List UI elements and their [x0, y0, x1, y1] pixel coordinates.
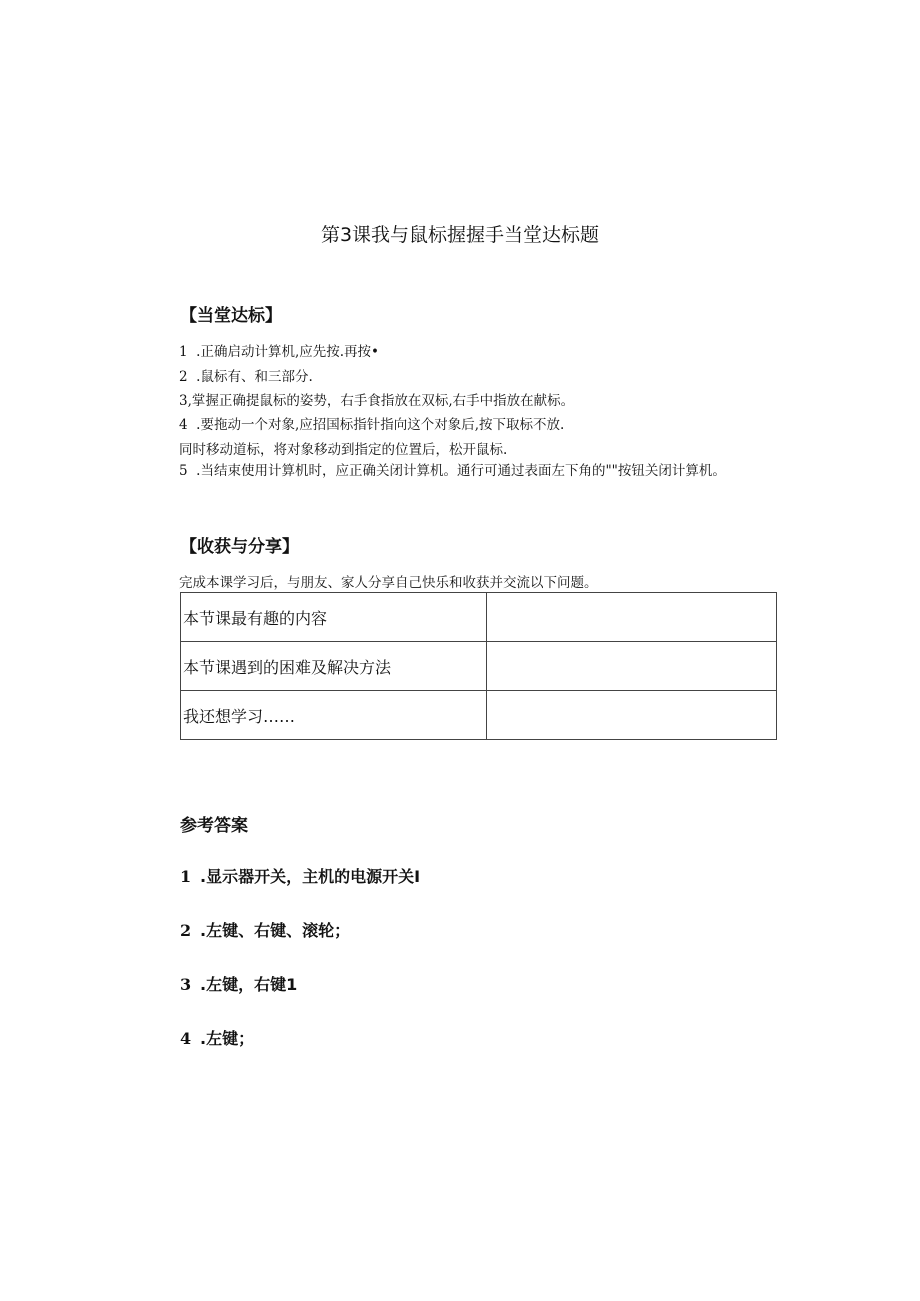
share-intro: 完成本课学习后，与朋友、家人分享自己快乐和收获并交流以下问题。 [179, 575, 598, 591]
answer-number: 2 [180, 921, 192, 940]
answer-text: .左键； [200, 1029, 255, 1048]
table-cell-question: 本节课遇到的困难及解决方法 [181, 642, 487, 691]
practice-item-4: 4 .要拖动一个对象,应招国标指针指向这个对象后,按下取标不放. [179, 417, 565, 433]
answer-item [180, 918, 350, 941]
answer-item [180, 864, 420, 887]
answer-item [180, 1026, 254, 1049]
answer-text: .显示器开关，主机的电源开关I [200, 867, 421, 886]
practice-item-5: 5 .当结束使用计算机时，应正确关闭计算机。通行可通过表面左下角的""按钮关闭计算机。 [179, 463, 726, 479]
answers-heading: 参考答案 [180, 816, 248, 836]
share-table [180, 592, 777, 740]
answer-number: 3 [180, 975, 192, 994]
table-row [181, 642, 777, 691]
answer-text: .左键、右键、滚轮； [200, 921, 351, 940]
table-row [181, 691, 777, 740]
answer-number: 1 [180, 867, 192, 886]
section-heading-practice: 【当堂达标】 [180, 306, 282, 326]
table-cell-answer [487, 593, 777, 642]
table-cell-answer [487, 691, 777, 740]
section-heading-share: 【收获与分享】 [180, 537, 299, 557]
table-row [181, 593, 777, 642]
practice-item-2: 2 .鼠标有、和三部分. [179, 369, 313, 385]
answer-number: 4 [180, 1029, 192, 1048]
page-title: 第3课我与鼠标握握手当堂达标题 [320, 224, 600, 246]
table-cell-answer [487, 642, 777, 691]
practice-item-1: 1 .正确启动计算机,应先按.再按• [179, 344, 380, 360]
practice-item-4-continued: 同时移动道标，将对象移动到指定的位置后，松开鼠标. [179, 442, 508, 458]
table-cell-question: 本节课最有趣的内容 [181, 593, 487, 642]
table-cell-question: 我还想学习…… [181, 691, 487, 740]
answer-text: .左键，右键1 [200, 975, 298, 994]
answer-item [180, 972, 297, 995]
practice-item-3: 3,掌握正确提鼠标的姿势，右手食指放在双标,右手中指放在献标。 [179, 393, 575, 409]
